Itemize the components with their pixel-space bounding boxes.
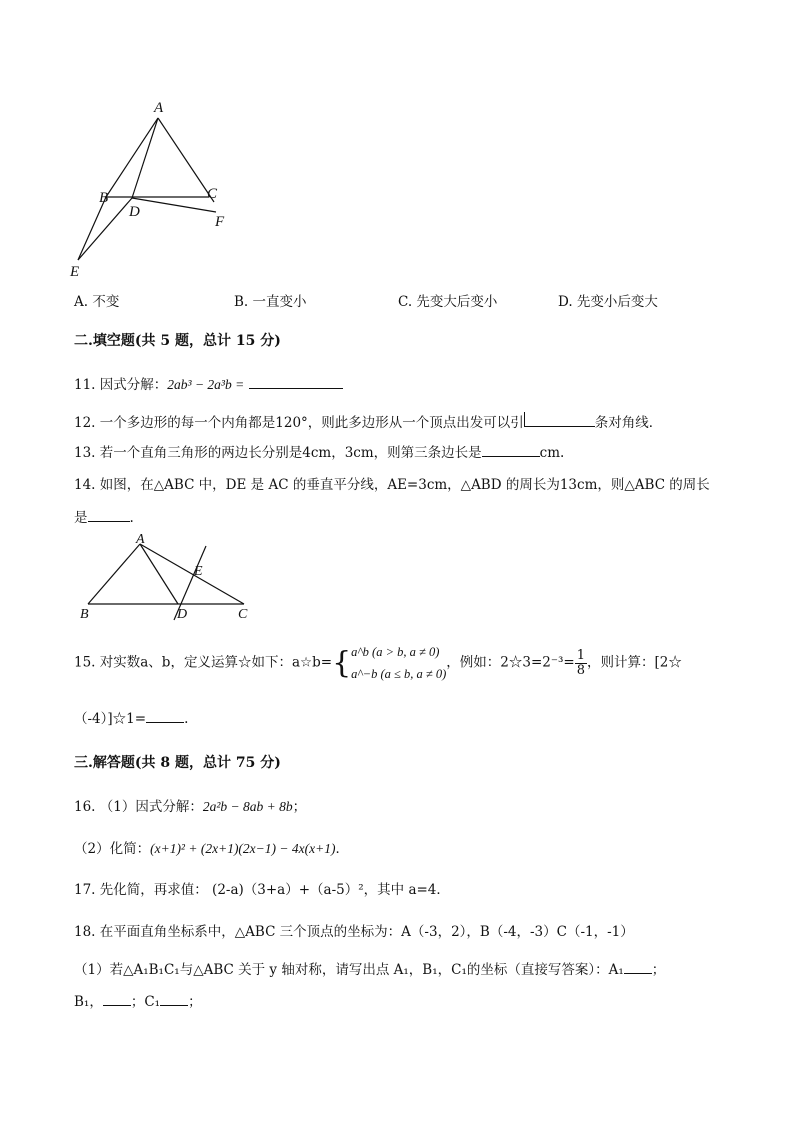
q15-line2-end: . <box>184 711 189 727</box>
option-a: A. 不变 <box>74 294 120 310</box>
question-18-part1-line2 <box>74 990 202 1010</box>
q18-c1-label: ；C₁ <box>130 994 161 1010</box>
label-E: E <box>70 264 80 280</box>
question-12 <box>74 411 662 431</box>
q15-answer-blank[interactable] <box>146 708 184 723</box>
figure-triangle-perpendicular-bisector <box>74 532 264 624</box>
q18-c1-blank[interactable] <box>160 991 188 1006</box>
label-F: F <box>215 214 225 230</box>
q11-text: 11. 因式分解： <box>74 377 168 393</box>
q18-b1-label: B₁， <box>74 994 103 1010</box>
q12-text: 12. 一个多边形的每一个内角都是120°，则此多边形从一个顶点出发可以引 <box>74 415 524 431</box>
q16-p2-expr: (x+1)² + (2x+1)(2x−1) − 4x(x+1) <box>150 841 336 856</box>
question-18: 18. 在平面直角坐标系中，△ABC 三个顶点的坐标为：A（-3，2），B（-4，-3）C（-1，-1） <box>74 924 634 940</box>
q15-case-1: a^b (a > b, a ≠ 0) <box>351 645 440 659</box>
question-15: 15. 对实数a、b，定义运算☆如下：a☆b={ a^b (a > b, a ≠ 0) a^−b (a ≤ b, a ≠ 0) ，例如：2☆3=2⁻³= $\frac{1}{8}$ ，则计算：[2☆ <box>74 641 682 685</box>
q15-compute: ，则计算：[2☆ <box>587 654 682 671</box>
fig2-label-C: C <box>238 607 248 622</box>
label-D: D <box>129 204 140 220</box>
section-solution-title: 三.解答题(共 8 题，总计 75 分) <box>74 755 281 771</box>
q18-p1-text: （1）若△A₁B₁C₁与△ABC 关于 y 轴对称，请写出点 A₁，B₁，C₁的坐标（直接写答案）：A₁ <box>74 962 624 978</box>
q14-line2-end: . <box>129 510 134 526</box>
question-14 <box>74 473 710 526</box>
q15-case-2: a^−b (a ≤ b, a ≠ 0) <box>351 667 447 681</box>
question-17: 17. 先化简，再求值： (2-a)（3+a）+（a-5）²，其中 a=4． <box>74 882 450 898</box>
q15-example: ，例如：2☆3=2⁻³= <box>446 654 575 671</box>
q12-answer-blank[interactable] <box>524 412 595 427</box>
label-A: A <box>154 100 164 116</box>
question-15-line2 <box>74 707 188 727</box>
q15-frac-num: 1 <box>576 647 586 663</box>
q18-b1-blank[interactable] <box>103 991 131 1006</box>
q18-line2-end: ； <box>188 994 202 1010</box>
q13-text-end: cm. <box>539 445 565 461</box>
label-B: B <box>99 190 109 206</box>
q13-text: 13. 若一个直角三角形的两边长分别是4cm，3cm，则第三条边长是 <box>74 445 482 461</box>
q16-p1-expr: 2a²b − 8ab + 8b <box>202 799 293 814</box>
q15-frac-den: 8 <box>576 662 586 678</box>
fig2-label-B: B <box>80 607 89 622</box>
question-16-part1 <box>74 795 306 815</box>
q13-answer-blank[interactable] <box>482 442 540 457</box>
question-16-part2 <box>74 837 349 857</box>
option-b: B. 一直变小 <box>234 294 307 310</box>
option-c: C. 先变大后变小 <box>398 294 498 310</box>
question-13 <box>74 441 564 461</box>
option-d: D. 先变小后变大 <box>558 294 658 310</box>
q16-p1-end: ； <box>292 799 307 815</box>
question-18-part1 <box>74 958 665 978</box>
q14-answer-blank[interactable] <box>88 507 130 522</box>
q15-text: 15. 对实数a、b，定义运算☆如下：a☆b= <box>74 654 333 671</box>
q12-text-end: 条对角线． <box>594 415 663 431</box>
q14-line2: 是 <box>74 510 88 526</box>
question-11 <box>74 373 343 393</box>
section-fill-in-title: 二.填空题(共 5 题，总计 15 分) <box>74 333 281 349</box>
fig2-label-A: A <box>136 532 145 547</box>
q18-p1-end: ； <box>651 962 666 978</box>
q11-expr: 2ab³ − 2a³b = <box>167 377 245 392</box>
fig2-label-D: D <box>177 607 188 622</box>
fig2-label-E: E <box>194 564 203 579</box>
q14-line1: 14. 如图，在△ABC 中，DE 是 AC 的垂直平分线，AE=3cm，△ABD 的周长为13cm，则△ABC 的周长 <box>74 477 710 493</box>
q16-p2-end: ． <box>335 841 349 857</box>
figure-triangle-abc-def <box>66 92 246 282</box>
q16-p1-label: 16. （1）因式分解： <box>74 799 203 815</box>
q18-a1-blank[interactable] <box>624 959 652 974</box>
q15-line2-text: （-4）]☆1= <box>74 711 147 727</box>
label-C: C <box>207 186 218 202</box>
q11-answer-blank[interactable] <box>249 374 343 389</box>
q16-p2-label: （2）化简： <box>74 841 151 857</box>
